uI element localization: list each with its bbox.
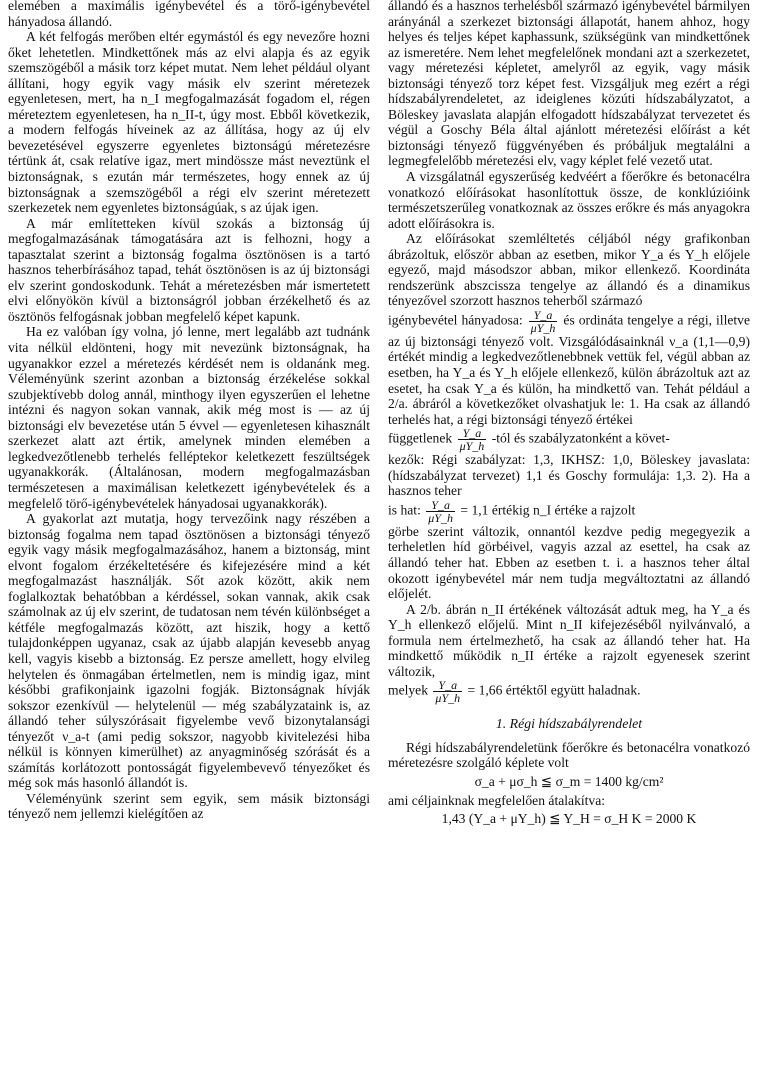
formula-line xyxy=(388,499,750,524)
paragraph-text: = 1,1 értékig n_I értéke a rajzolt xyxy=(460,502,636,518)
paragraph: A vizsgálatnál egyszerűség kedvéért a főerőkre és betonacélra vonatkozó előírásokat hasonlítottuk össze, de konklúzióink természetszerűleg vonatkoznak az összes erőkre és más anyagokra adott előírásokra is. xyxy=(388,169,750,231)
paragraph-text: függetlenek xyxy=(388,430,453,446)
formula-line xyxy=(388,427,750,452)
fraction-numerator: Y_a xyxy=(426,499,455,512)
paragraph: A már említetteken kívül szokás a biztonság új megfogalmazásának támogatására azt is felhozni, hogy a tapasztalat szerint a biztonság fogalma ösztönösen is a tartó hasznos teherbírásához tapad, tehát ösztönösen is az új biztonsági elv szerint gondoskodunk. Tehát a méretezésben már ismertetett elvi előnyökön kívül a biztonságról jobban érzékelhető és az ösztönös felfogásnak jobban megfelelő képet kapunk. xyxy=(8,215,370,324)
fraction-denominator: μY_h xyxy=(428,510,453,525)
fraction-numerator: Y_a xyxy=(529,309,558,322)
paragraph-text: és ordináta tengelye a régi, illetve az új biztonsági tényező volt. Vizsgálódásainknál ν_a (1,1—0,9) értékét mindig a legkedvezőtlenebbnek vettük fel, végül abban az esetben, ha Y_a és Y_h előjele ellenkező, külön ábrázoltuk azt az esetet, ha csak Y_a és külön, ha mindkettő van. Tehát például a 2/a. ábráról a következőket olvashatjuk le: 1. Ha csak az állandó terhelés hat, a régi biztonsági tényező értékei xyxy=(388,312,750,427)
fraction-numerator: Y_a xyxy=(433,679,462,692)
equation: σ_a + μσ_h ≦ σ_m = 1400 kg/cm² xyxy=(474,773,664,789)
fraction xyxy=(433,679,462,704)
fraction xyxy=(426,499,455,524)
fraction-denominator: μY_h xyxy=(459,439,485,454)
paragraph: Régi hídszabályrendeletünk főerőkre és betonacélra vonatkozó méretezésre szolgáló képlete volt xyxy=(388,739,750,771)
paragraph-text: igénybevétel hányadosa: xyxy=(388,312,523,328)
paragraph xyxy=(388,231,750,309)
paragraph-text: Az előírásokat szemléltetés céljából négy grafikonban ábrázoltuk, először abban az esetben, mikor Y_a és Y_h előjele egyező, majd másodszor abban, mikor ellenkező. Koordináta rendszerünk abszcissza tengelye az állandó és a dinamikus tényezővel szorzott hasznos teherből származó xyxy=(388,231,750,309)
right-column xyxy=(388,0,750,830)
paragraph-text: = 1,66 értéktől együtt haladnak. xyxy=(467,682,641,698)
left-column xyxy=(8,0,370,822)
fraction-denominator: μY_h xyxy=(435,691,461,706)
paragraph: A 2/b. ábrán n_II értékének változását adtuk meg, ha Y_a és Y_h ellenkező előjelű. Mint n_II kifejezéséből nyilvánvaló, a formula nem értelmezhető, ha csak az állandó teher hat. Ha mindkettő működik n_II értéke a rajzolt egyenesek szerint változik, xyxy=(388,601,750,679)
paragraph: Ha ez valóban így volna, jó lenne, mert legalább azt tudnánk vita nélkül eldönteni, hogy mit nevezünk biztonságnak, ha ugyanakkor ezzel a méretezés kérdését nem is oldanánk meg. Véleményünk szerint azonban a biztonság érzékelése sokkal szubjektívebb dolog annál, minthogy ilyen egyszerűen el lehetne intézni és nagyon sokan vannak, akik még most is — az új biztonsági elv bevezetése után 5 évvel — egyenletesen kihasznált szerkezet alatt azt értik, amelynek minden elemében a legkedvezőtlenebb terhelés felléptekor keletkezett feszültségek ugyanakkorák. (Általánosan, modern megfogalmazásban természetesen a maximálisan keletkezett igénybevételek és a megfelelő törő-igénybevételek hányadosai ugyanakkorák). xyxy=(8,324,370,511)
paragraph: Véleményünk szerint sem egyik, sem másik biztonsági tényező nem jellemzi kielégítően az xyxy=(8,790,370,822)
paragraph: ami céljainknak megfelelően átalakítva: xyxy=(388,792,606,808)
paragraph: görbe szerint változik, onnantól kezdve pedig megegyezik a terheletlen híd görbéivel, vagyis azzal az esettel, ha csak az állandó teher hat. Ebben az esetben t. i. a hasznos teher által okozott igénybevétel már nem tudja megváltoztatni az állandó előjelét. xyxy=(388,523,750,602)
paragraph: A két felfogás merőben eltér egymástól és egy nevezőre hozni őket lehetetlen. Mindkettőnek más az elvi alapja és az egyik szemszögéből a másik torz képet mutat. Nem lehet például olyant állítani, hogy egyik vagy másik elv szerint méretezek egyenletesen, mert, ha n_I megfogalmazását fogadom el, régen méreteztem egyenletesen, ha n_II-t, úgy most. Ebből következik, a modern felfogás híveinek az az állítása, hogy az új elv bevezetésével egyszerre egyenletes biztonságú méretezésre tértünk át, csak relatíve igaz, mert mindössze mást neveztünk el biztonságnak, s ezután már természetes, hogy ennek az új biztonságnak a szemszögéből a régi elv szerint méretezett szerkezetek nem egyenletes biztonságúak, s az újak igen. xyxy=(8,29,370,216)
fraction-denominator: μY_h xyxy=(530,320,556,335)
paragraph: állandó és a hasznos terhelésből származó igénybevétel bármilyen arányánál a szerkezet biztonsági állapotát, hanem ahhoz, hogy helyes és teljes képet kaphassunk, szükségünk van mindkettőnek az ismeretére. Nem lehet megfelelőnek mondani azt a szerkezetet, vagy méretezési képletet, amelyről az egyik, vagy másik biztonsági tényező torz képet fest. Vizsgáljuk meg ezért a régi hídszabályrendeletet, az ideiglenes közúti hídszabályzatot, a Böleskey javaslata alapján elfogadott hídszabályzat tervezetet és végül a Goschy Béla által ajánlott méretezési előírást a két biztonsági tényező függvényében és próbáljuk megtalálni a legmegfelelőbb méretezési elv, vagy képlet felé vezető utat. xyxy=(388,0,750,169)
fraction-numerator: Y_a xyxy=(458,427,487,440)
paragraph-text: is hat: xyxy=(388,502,421,518)
formula-line xyxy=(388,309,750,427)
section-heading: 1. Régi hídszabályrendelet xyxy=(495,716,643,732)
paragraph: A gyakorlat azt mutatja, hogy tervezőink nagy részében a biztonság fogalma nem tapad ösztönösen a biztonsági tényező egyik vagy másik megfogalmazásához, hanem a biztonság, mint elvont fogalom érzékeltetésére és kifejezésére mind a két megfogalmazást használják. Sőt azok között, akik nem foglalkoztak behatóbban a kérdéssel, sokan vannak, akik csak számolnak az új elv szerint, de tudatosan nem tévén különbséget a kétféle megfogalmazás között, azt hiszik, hogy a kettő tulajdonképpen ugyanaz, csak az újabb alapján kevesebb anyag kell, vagyis kisebb a biztonság. Ez persze amellett, hogy elvileg helytelen és önmagában értelmetlen, nem is mindig igaz, mint későbbi grafikonjaink igazolni fogják. Biztonságnak hívják sokszor ezenkívül — helytelenül — még szabályzataink is, az állandó teher súlyszórásait figyelembe vevő bizonytalansági tényezőt ν_a-t (ami pedig sokszor, nagyobb kivitelezési hiba nélkül is könnyen kimerülhet) az anyagminőség szórását és a számítás korlátozott pontosságát figyelembevevő tényezőket és még sok más hasonló állandót is. xyxy=(8,511,370,791)
formula-line xyxy=(388,679,750,704)
paragraph: elemében a maximális igénybevétel és a törő-igénybevétel hányadosa állandó. xyxy=(8,0,370,29)
equation: 1,43 (Y_a + μY_h) ≦ Y_H = σ_H K = 2000 K xyxy=(441,811,697,827)
fraction xyxy=(529,309,558,334)
paragraph: kezők: Régi szabályzat: 1,3, IKHSZ: 1,0, Böleskey javaslata: (hídszabályzat tervezet) 1,1 és Goschy formulája: 1,3. 2). Ha a hasznos teher xyxy=(388,452,750,499)
fraction xyxy=(458,427,487,452)
paragraph-text: -tól és szabályzatonként a követ- xyxy=(491,430,670,446)
paragraph-text: melyek xyxy=(388,682,429,698)
